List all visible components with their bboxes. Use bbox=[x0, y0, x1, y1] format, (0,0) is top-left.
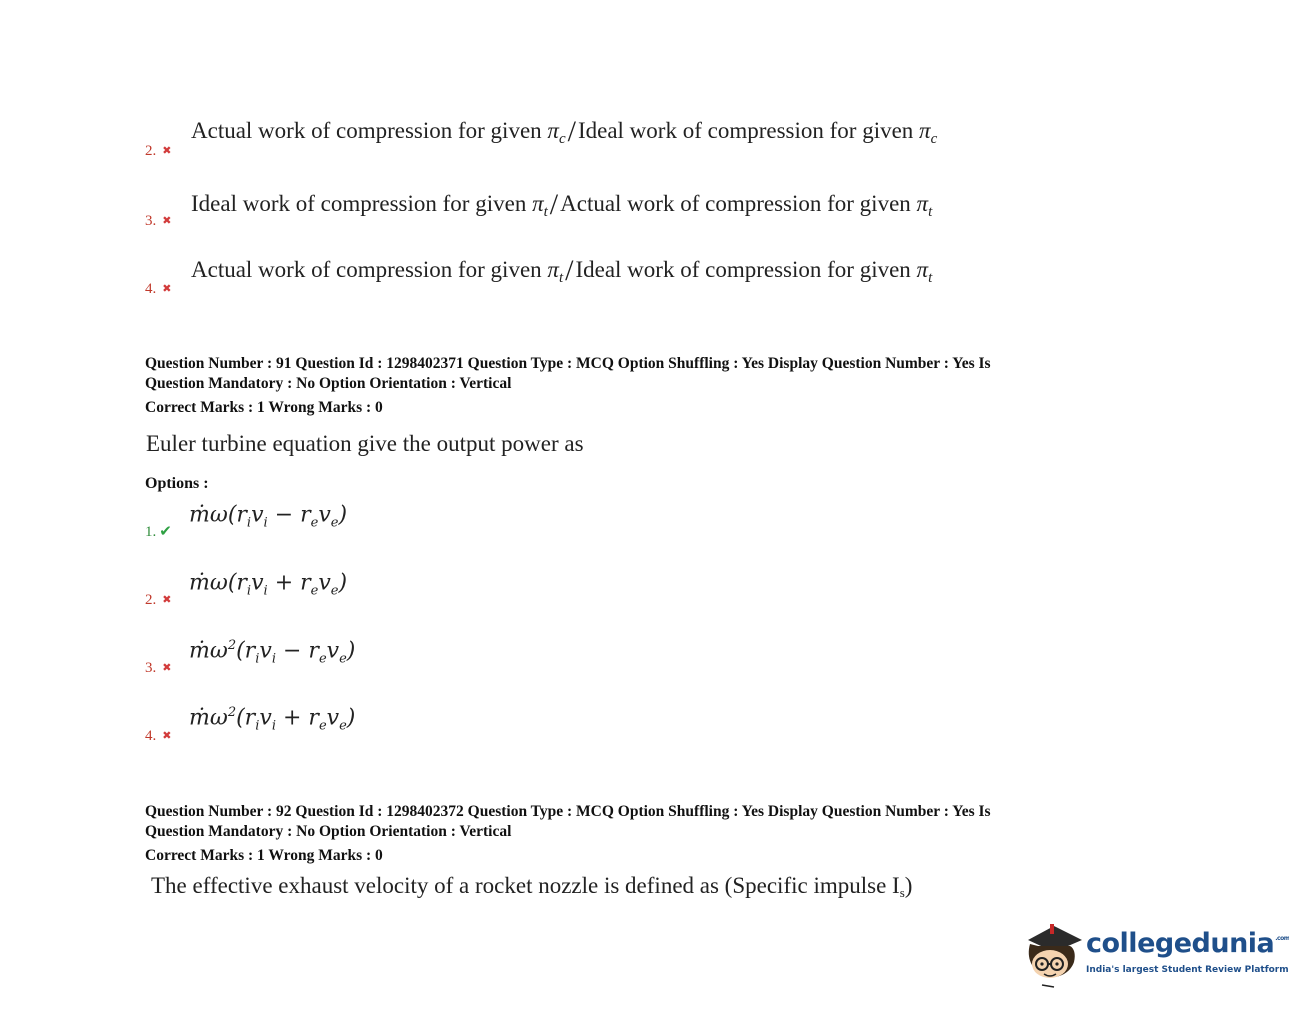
q92-marks: Correct Marks : 1 Wrong Marks : 0 bbox=[145, 847, 383, 864]
option-number: 4. ✖ bbox=[145, 728, 172, 744]
correct-check-icon: ✔ bbox=[159, 524, 172, 540]
q92-meta bbox=[145, 802, 1125, 866]
option-text: Actual work of compression for given $\pi_t$/Ideal work of compression for given $\pi_t$ bbox=[191, 254, 933, 287]
q91-meta-line1: Question Number : 91 Question Id : 1298402371 Question Type : MCQ Option Shuffling : Yes Display Question Number : Yes Is bbox=[145, 355, 991, 372]
collegedunia-logo bbox=[1024, 918, 1289, 990]
wrong-cross-icon: ✖ bbox=[162, 145, 172, 157]
wrong-cross-icon: ✖ bbox=[162, 730, 172, 742]
option-formula: $ṁ\omega(r_iv_i + r_ev_e)$ bbox=[189, 570, 348, 599]
option-formula: $ṁ\omega(r_iv_i - r_ev_e)$ bbox=[189, 502, 348, 531]
q91-meta bbox=[145, 354, 1125, 418]
option-number: 2. ✖ bbox=[145, 592, 172, 608]
q92-meta-line1: Question Number : 92 Question Id : 1298402372 Question Type : MCQ Option Shuffling : Yes Display Question Number : Yes Is bbox=[145, 803, 991, 820]
logo-wordmark: collegedunia$^{.com}$ bbox=[1086, 928, 1289, 959]
wrong-cross-icon: ✖ bbox=[162, 215, 172, 227]
option-text: Actual work of compression for given $\pi_c$/Ideal work of compression for given $\pi_c$ bbox=[191, 115, 938, 148]
wrong-cross-icon: ✖ bbox=[162, 594, 172, 606]
option-text: Ideal work of compression for given $\pi_t$/Actual work of compression for given $\pi_t$ bbox=[191, 188, 933, 221]
option-formula: $ṁ\omega^2(r_iv_i - r_ev_e)$ bbox=[189, 638, 356, 667]
wrong-cross-icon: ✖ bbox=[162, 662, 172, 674]
option-number: 2. ✖ bbox=[145, 143, 172, 159]
option-number: 4. ✖ bbox=[145, 281, 172, 297]
q91-options-label: Options : bbox=[145, 475, 209, 492]
q91-meta-line2: Question Mandatory : No Option Orientation : Vertical bbox=[145, 375, 512, 392]
option-number: 1. ✔ bbox=[145, 524, 172, 540]
q91-marks: Correct Marks : 1 Wrong Marks : 0 bbox=[145, 399, 383, 416]
logo-tagline: India's largest Student Review Platform bbox=[1086, 965, 1289, 975]
option-number: 3. ✖ bbox=[145, 213, 172, 229]
option-number: 3. ✖ bbox=[145, 660, 172, 676]
q92-meta-line2: Question Mandatory : No Option Orientation : Vertical bbox=[145, 823, 512, 840]
q91-question-text: Euler turbine equation give the output power as bbox=[146, 431, 584, 456]
option-formula: $ṁ\omega^2(r_iv_i + r_ev_e)$ bbox=[189, 705, 356, 734]
mascot-icon bbox=[1024, 918, 1084, 990]
wrong-cross-icon: ✖ bbox=[162, 283, 172, 295]
q92-question-text: The effective exhaust velocity of a rocket nozzle is defined as (Specific impulse Is) bbox=[151, 873, 913, 900]
